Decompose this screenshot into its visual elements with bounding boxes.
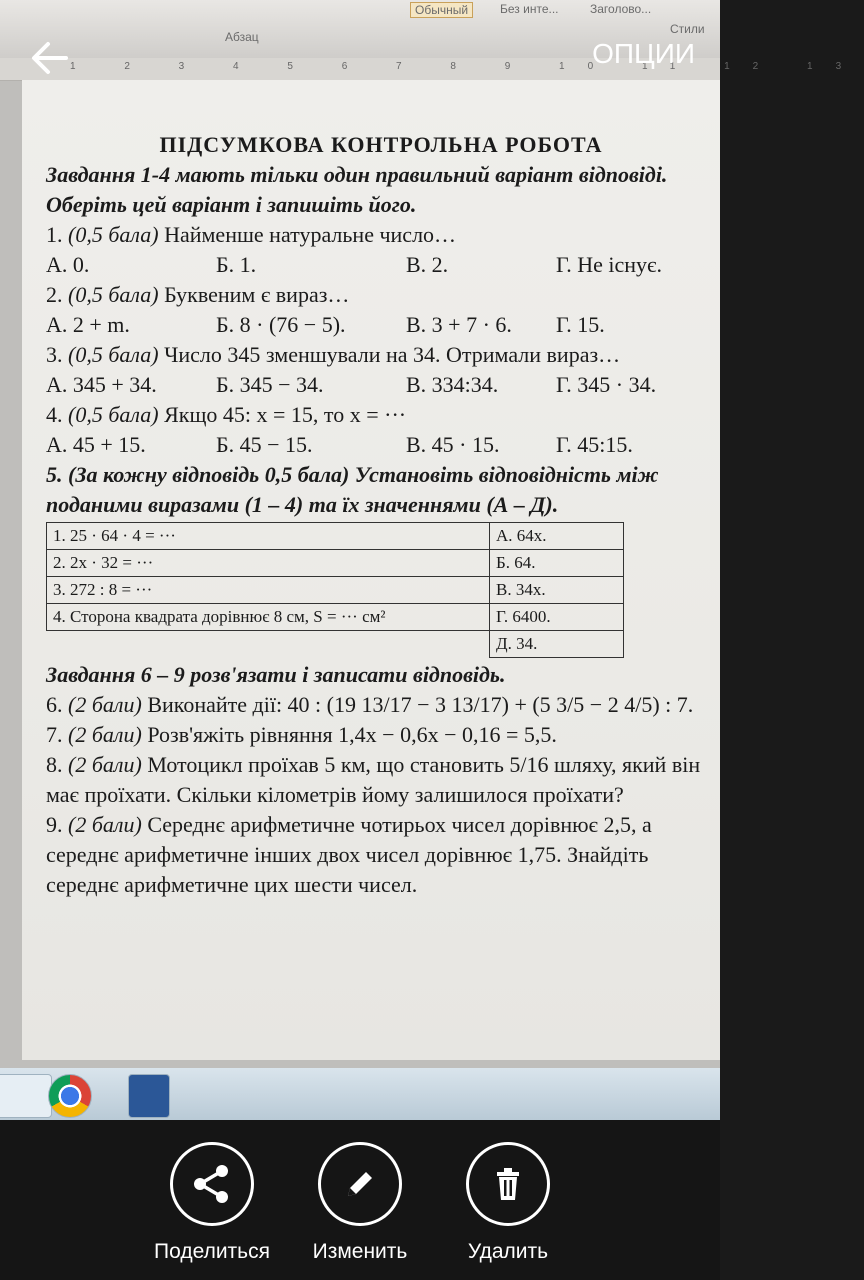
word-icon — [128, 1074, 170, 1118]
answers-4: А. 45 + 15. Б. 45 − 15. В. 45 · 15. Г. 45:15. — [46, 432, 633, 457]
table-row: 3. 272 : 8 = ··· В. 34x. — [47, 577, 624, 604]
doc-title: ПІДСУМКОВА КОНТРОЛЬНА РОБОТА — [159, 132, 603, 157]
document-page — [22, 80, 720, 1060]
answers-1: А. 0. Б. 1. В. 2. Г. Не існує. — [46, 252, 662, 277]
share-label: Поделиться — [154, 1240, 270, 1263]
delete-button[interactable] — [466, 1142, 550, 1226]
answers-2: А. 2 + m. Б. 8 · (76 − 5). В. 3 + 7 · 6. Г. 15. — [46, 312, 605, 337]
table-row: 1. 25 · 64 · 4 = ··· А. 64x. — [47, 523, 624, 550]
trash-icon — [488, 1164, 528, 1204]
question-4: 4. (0,5 бала) Якщо 45: x = 15, то x = ··· — [46, 402, 407, 427]
windows-taskbar — [0, 1068, 720, 1120]
table-row: Д. 34. — [47, 631, 624, 658]
question-7: 7. (2 бали) Розв'яжіть рівняння 1,4x − 0,6x − 0,16 = 5,5. — [46, 722, 557, 747]
pencil-icon — [340, 1164, 380, 1204]
ribbon-style-heading: Заголово... — [590, 2, 652, 16]
question-5: 5. (За кожну відповідь 0,5 бала) Установіть відповідність між поданими виразами (1 – 4) та їх значеннями (А – Д). — [46, 462, 659, 517]
ribbon-group-styles: Стили — [670, 22, 705, 36]
back-button[interactable] — [30, 40, 70, 76]
question-6: 6. (2 бали) Виконайте дії: 40 : (19 13/17 − 3 13/17) + (5 3/5 − 2 4/5) : 7. — [46, 692, 694, 717]
matching-table — [46, 522, 624, 658]
instruction-2: Завдання 6 – 9 розв'язати і записати відповідь. — [46, 662, 506, 687]
answers-3: А. 345 + 34. Б. 345 − 34. В. 334:34. Г. 345 · 34. — [46, 372, 657, 397]
share-button[interactable] — [170, 1142, 254, 1226]
table-row: 2. 2x · 32 = ··· Б. 64. — [47, 550, 624, 577]
question-1: 1. (0,5 бала) Найменше натуральне число… — [46, 222, 457, 247]
document-text — [46, 130, 716, 900]
ribbon-group-paragraph: Абзац — [225, 30, 259, 44]
instruction-1: Завдання 1-4 мають тільки один правильний варіант відповіді. Оберіть цей варіант і запишіть його. — [46, 162, 668, 217]
question-9: 9. (2 бали) Середнє арифметичне чотирьох чисел дорівнює 2,5, а середнє арифметичне інших двох чисел дорівнює 1,75. Знайдіть середнє арифметичне цих шести чисел. — [46, 812, 652, 897]
edit-button[interactable] — [318, 1142, 402, 1226]
app-header — [0, 0, 720, 110]
options-button[interactable]: ОПЦИИ — [592, 38, 695, 69]
edit-label: Изменить — [312, 1240, 408, 1263]
arrow-left-icon — [30, 40, 70, 76]
chrome-icon — [48, 1074, 92, 1118]
ribbon-style-normal: Обычный — [410, 2, 473, 18]
question-8: 8. (2 бали) Мотоцикл проїхав 5 км, що становить 5/16 шляху, який він має проїхати. Скільки кілометрів йому залишилося проїхати? — [46, 752, 701, 807]
share-icon — [190, 1162, 234, 1206]
taskbar-wifi-button — [0, 1074, 52, 1118]
table-row: 4. Сторона квадрата дорівнює 8 см, S = ··· см² Г. 6400. — [47, 604, 624, 631]
ruler-numbers: 1 2 3 4 5 6 7 8 9 10 11 12 13 — [70, 61, 864, 72]
delete-label: Удалить — [467, 1240, 549, 1263]
question-2: 2. (0,5 бала) Буквеним є вираз… — [46, 282, 350, 307]
question-3: 3. (0,5 бала) Число 345 зменшували на 34. Отримали вираз… — [46, 342, 621, 367]
ribbon-style-nospace: Без инте... — [500, 2, 559, 16]
